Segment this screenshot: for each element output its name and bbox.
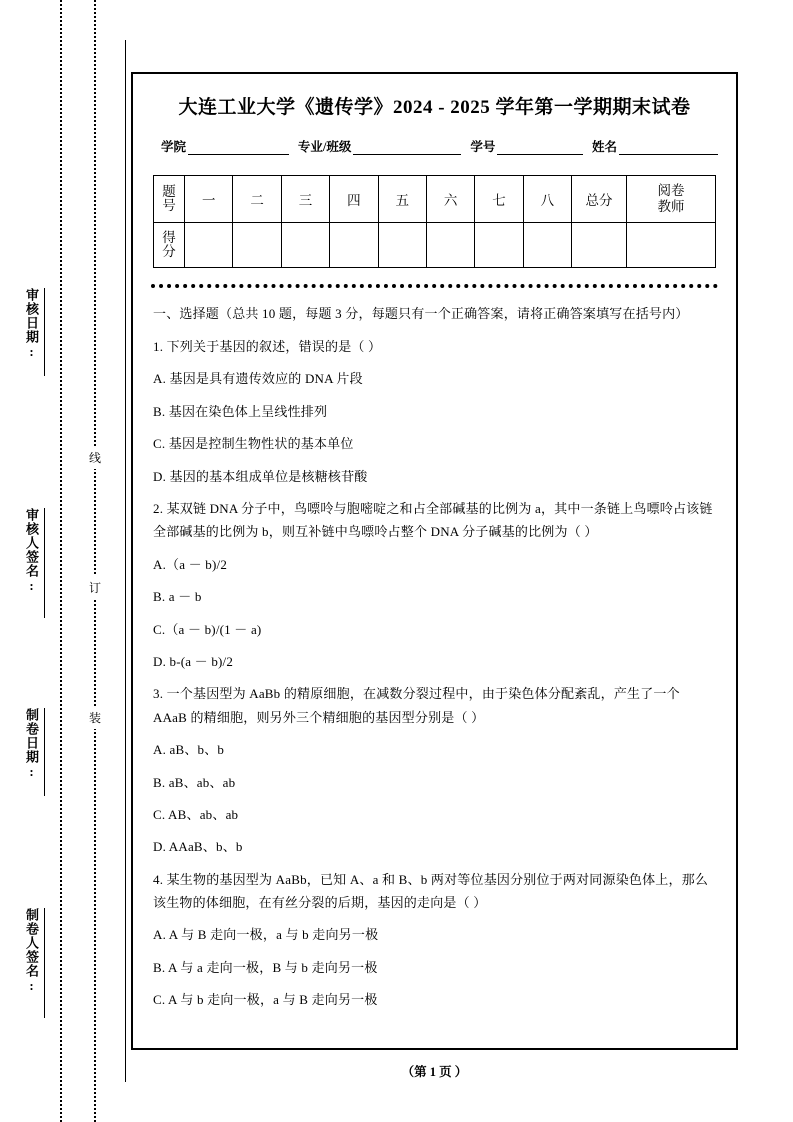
field-label-major-class: 专业/班级	[297, 140, 352, 154]
score-cell-grading-teacher[interactable]	[627, 223, 716, 268]
margin-note-make-date-underline	[44, 708, 45, 796]
margin-note-review-date-underline	[44, 288, 45, 376]
binding-char-xian: 线	[86, 446, 104, 469]
binding-char-ding: 订	[86, 576, 104, 599]
student-info-line	[161, 137, 718, 155]
table-row-scores	[154, 223, 716, 268]
question-4-option-a[interactable]: A. A 与 B 走向一极，a 与 b 走向另一极	[153, 927, 379, 943]
row-header-question-number	[154, 176, 185, 223]
column-header-3: 三	[281, 176, 329, 223]
column-header-5: 五	[378, 176, 426, 223]
grading-teacher-char2: 教师	[657, 199, 685, 214]
question-1-option-d[interactable]: D. 基因的基本组成单位是核糖核苷酸	[153, 468, 368, 484]
question-stem-1: 1. 下列关于基因的叙述，错误的是（ ）	[153, 339, 382, 355]
score-table	[153, 175, 716, 268]
score-cell-5[interactable]	[378, 223, 426, 268]
field-blank-student-id[interactable]	[497, 141, 583, 155]
column-header-8: 八	[523, 176, 571, 223]
question-3-option-c[interactable]: C. AB、ab、ab	[153, 806, 239, 822]
column-header-grading-teacher	[627, 176, 716, 223]
score-cell-4[interactable]	[330, 223, 378, 268]
question-4-option-c[interactable]: C. A 与 b 走向一极，a 与 B 走向另一极	[153, 992, 378, 1008]
margin-note-review-date: 审核日期:	[24, 288, 39, 360]
question-3-option-d[interactable]: D. AAaB、b、b	[153, 839, 243, 855]
page-title: 大连工业大学《遗传学》2024 - 2025 学年第一学期期末试卷	[178, 97, 691, 118]
binding-char-zhuang: 装	[86, 706, 104, 729]
score-cell-6[interactable]	[426, 223, 474, 268]
question-stem-4: 4. 某生物的基因型为 AaBb，已知 A、a 和 B、b 两对等位基因分别位于两对同源染色体上，那么该生物的体细胞，在有丝分裂的后期，基因的走向是（ ）	[153, 871, 709, 911]
table-row-question-numbers	[154, 176, 716, 223]
question-2-option-c[interactable]: C.（a － b)/(1 － a)	[153, 621, 262, 637]
row-header-score	[154, 223, 185, 268]
row-header-question-number-char2: 号	[162, 198, 176, 213]
field-label-college: 学院	[161, 140, 187, 154]
question-3-option-a[interactable]: A. aB、b、b	[153, 742, 225, 758]
score-cell-2[interactable]	[233, 223, 281, 268]
question-1-option-a[interactable]: A. 基因是具有遗传效应的 DNA 片段	[153, 371, 363, 387]
binding-dotted-line-outer	[60, 0, 62, 1122]
row-header-score-char1: 得	[162, 229, 176, 245]
column-header-6: 六	[426, 176, 474, 223]
question-2-option-d[interactable]: D. b-(a － b)/2	[153, 653, 234, 669]
section-divider	[151, 284, 718, 288]
row-header-score-char2: 分	[162, 244, 176, 259]
score-cell-7[interactable]	[475, 223, 523, 268]
score-table-wrapper	[153, 175, 716, 268]
question-2-option-a[interactable]: A.（a － b)/2	[153, 556, 228, 572]
exam-content	[153, 302, 716, 1012]
score-cell-1[interactable]	[185, 223, 233, 268]
field-blank-name[interactable]	[619, 141, 718, 155]
question-stem-2: 2. 某双链 DNA 分子中，鸟嘌呤与胞嘧啶之和占全部碱基的比例为 a，其中一条链上鸟嘌呤占该链全部碱基的比例为 b，则互补链中鸟嘌呤占整个 DNA 分子碱基的比例为（ ）	[153, 501, 713, 540]
page-number-label: （第 1 页 ）	[401, 1065, 468, 1079]
margin-note-maker-signature: 制卷人签名:	[24, 908, 39, 994]
binding-dotted-line-inner	[94, 0, 96, 1122]
column-header-1: 一	[185, 176, 233, 223]
field-blank-major-class[interactable]	[353, 141, 461, 155]
score-cell-3[interactable]	[281, 223, 329, 268]
margin-note-maker-signature-underline	[44, 908, 45, 1018]
column-header-2: 二	[233, 176, 281, 223]
exam-paper-box	[131, 72, 738, 1050]
binding-margin	[0, 0, 131, 1122]
question-stem-3: 3. 一个基因型为 AaBb 的精原细胞，在减数分裂过程中，由于染色体分配紊乱，产生了一个 AAaB 的精细胞，则另外三个精细胞的基因型分别是（ ）	[153, 686, 680, 725]
section-heading-multiple-choice: 一、选择题（总共 10 题，每题 3 分，每题只有一个正确答案，请将正确答案填写在括号内）	[153, 306, 689, 321]
field-label-name: 姓名	[591, 140, 617, 154]
column-header-total: 总分	[572, 176, 627, 223]
score-cell-total[interactable]	[572, 223, 627, 268]
question-1-option-c[interactable]: C. 基因是控制生物性状的基本单位	[153, 436, 354, 452]
score-cell-8[interactable]	[523, 223, 571, 268]
grading-teacher-char1: 阅卷	[657, 183, 685, 199]
question-2-option-b[interactable]: B. a － b	[153, 589, 202, 605]
margin-note-reviewer-signature-underline	[44, 508, 45, 618]
question-3-option-b[interactable]: B. aB、ab、ab	[153, 774, 236, 790]
field-label-student-id: 学号	[470, 140, 496, 154]
column-header-4: 四	[330, 176, 378, 223]
margin-note-reviewer-signature: 审核人签名:	[24, 508, 39, 594]
question-4-option-b[interactable]: B. A 与 a 走向一极，B 与 b 走向另一极	[153, 959, 378, 975]
page-footer	[131, 1062, 738, 1080]
margin-vertical-rule	[125, 40, 126, 1082]
row-header-question-number-char1: 题	[162, 183, 176, 199]
question-1-option-b[interactable]: B. 基因在染色体上呈线性排列	[153, 403, 328, 419]
field-blank-college[interactable]	[188, 141, 289, 155]
margin-note-make-date: 制卷日期:	[24, 708, 39, 780]
column-header-7: 七	[475, 176, 523, 223]
